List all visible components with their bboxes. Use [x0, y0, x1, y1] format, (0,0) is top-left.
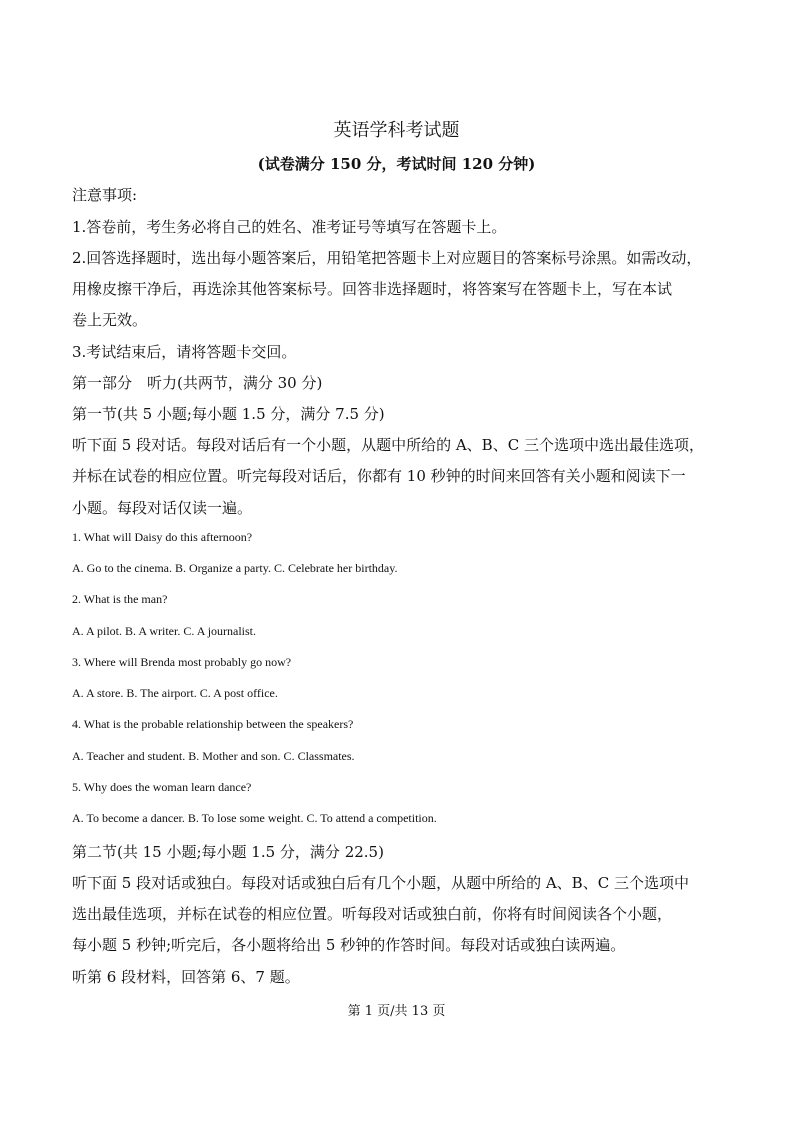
question-options: A. Teacher and student. B. Mother and son. C. Classmates.: [72, 749, 355, 763]
part1-heading: 第一部分 听力(共两节，满分 30 分): [72, 374, 323, 392]
question-options: A. Go to the cinema. B. Organize a party. C. Celebrate her birthday.: [72, 561, 398, 575]
question-text: 3. Where will Brenda most probably go now?: [72, 655, 292, 669]
page-title: 英语学科考试题: [333, 120, 460, 141]
question-options: A. A store. B. The airport. C. A post office.: [72, 686, 278, 700]
notice-item: 2.回答选择题时，选出每小题答案后，用铅笔把答题卡上对应题目的答案标号涂黑。如需改动，: [72, 249, 702, 267]
notice-item: 1.答卷前，考生务必将自己的姓名、准考证号等填写在答题卡上。: [72, 218, 507, 236]
question-text: 4. What is the probable relationship between the speakers?: [72, 717, 354, 731]
question-text: 1. What will Daisy do this afternoon?: [72, 530, 253, 544]
question-text: 2. What is the man?: [72, 592, 168, 606]
notice-item: 用橡皮擦干净后，再选涂其他答案标号。回答非选择题时，将答案写在答题卡上，写在本试: [72, 280, 673, 298]
question-text: 5. Why does the woman learn dance?: [72, 780, 252, 794]
question-options: A. A pilot. B. A writer. C. A journalist.: [72, 624, 257, 638]
section2-heading: 第二节(共 15 小题;每小题 1.5 分，满分 22.5): [72, 843, 384, 861]
notice-item: 卷上无效。: [72, 311, 148, 329]
notice-item: 3.考试结束后，请将答题卡交回。: [72, 343, 297, 361]
section2-instructions: 每小题 5 秒钟;听完后，各小题将给出 5 秒钟的作答时间。每段对话或独白读两遍。: [72, 936, 626, 954]
section1-instructions: 并标在试卷的相应位置。听完每段对话后，你都有 10 秒钟的时间来回答有关小题和阅读下一: [72, 467, 686, 485]
page-number: 第 1 页/共 13 页: [347, 1004, 446, 1019]
section1-instructions: 小题。每段对话仅读一遍。: [72, 499, 253, 517]
section2-instructions: 听下面 5 段对话或独白。每段对话或独白后有几个小题，从题中所给的 A、B、C 三个选项中: [72, 874, 689, 892]
page-subtitle: (试卷满分 150 分，考试时间 120 分钟): [257, 155, 536, 173]
section2-material: 听第 6 段材料，回答第 6、7 题。: [72, 968, 300, 986]
notice-heading: 注意事项:: [72, 186, 138, 204]
question-options: A. To become a dancer. B. To lose some weight. C. To attend a competition.: [72, 811, 437, 825]
section1-heading: 第一节(共 5 小题;每小题 1.5 分，满分 7.5 分): [72, 405, 385, 423]
section1-instructions: 听下面 5 段对话。每段对话后有一个小题，从题中所给的 A、B、C 三个选项中选出最佳选项，: [72, 436, 704, 454]
section2-instructions: 选出最佳选项，并标在试卷的相应位置。听每段对话或独白前，你将有时间阅读各个小题，: [72, 905, 673, 923]
